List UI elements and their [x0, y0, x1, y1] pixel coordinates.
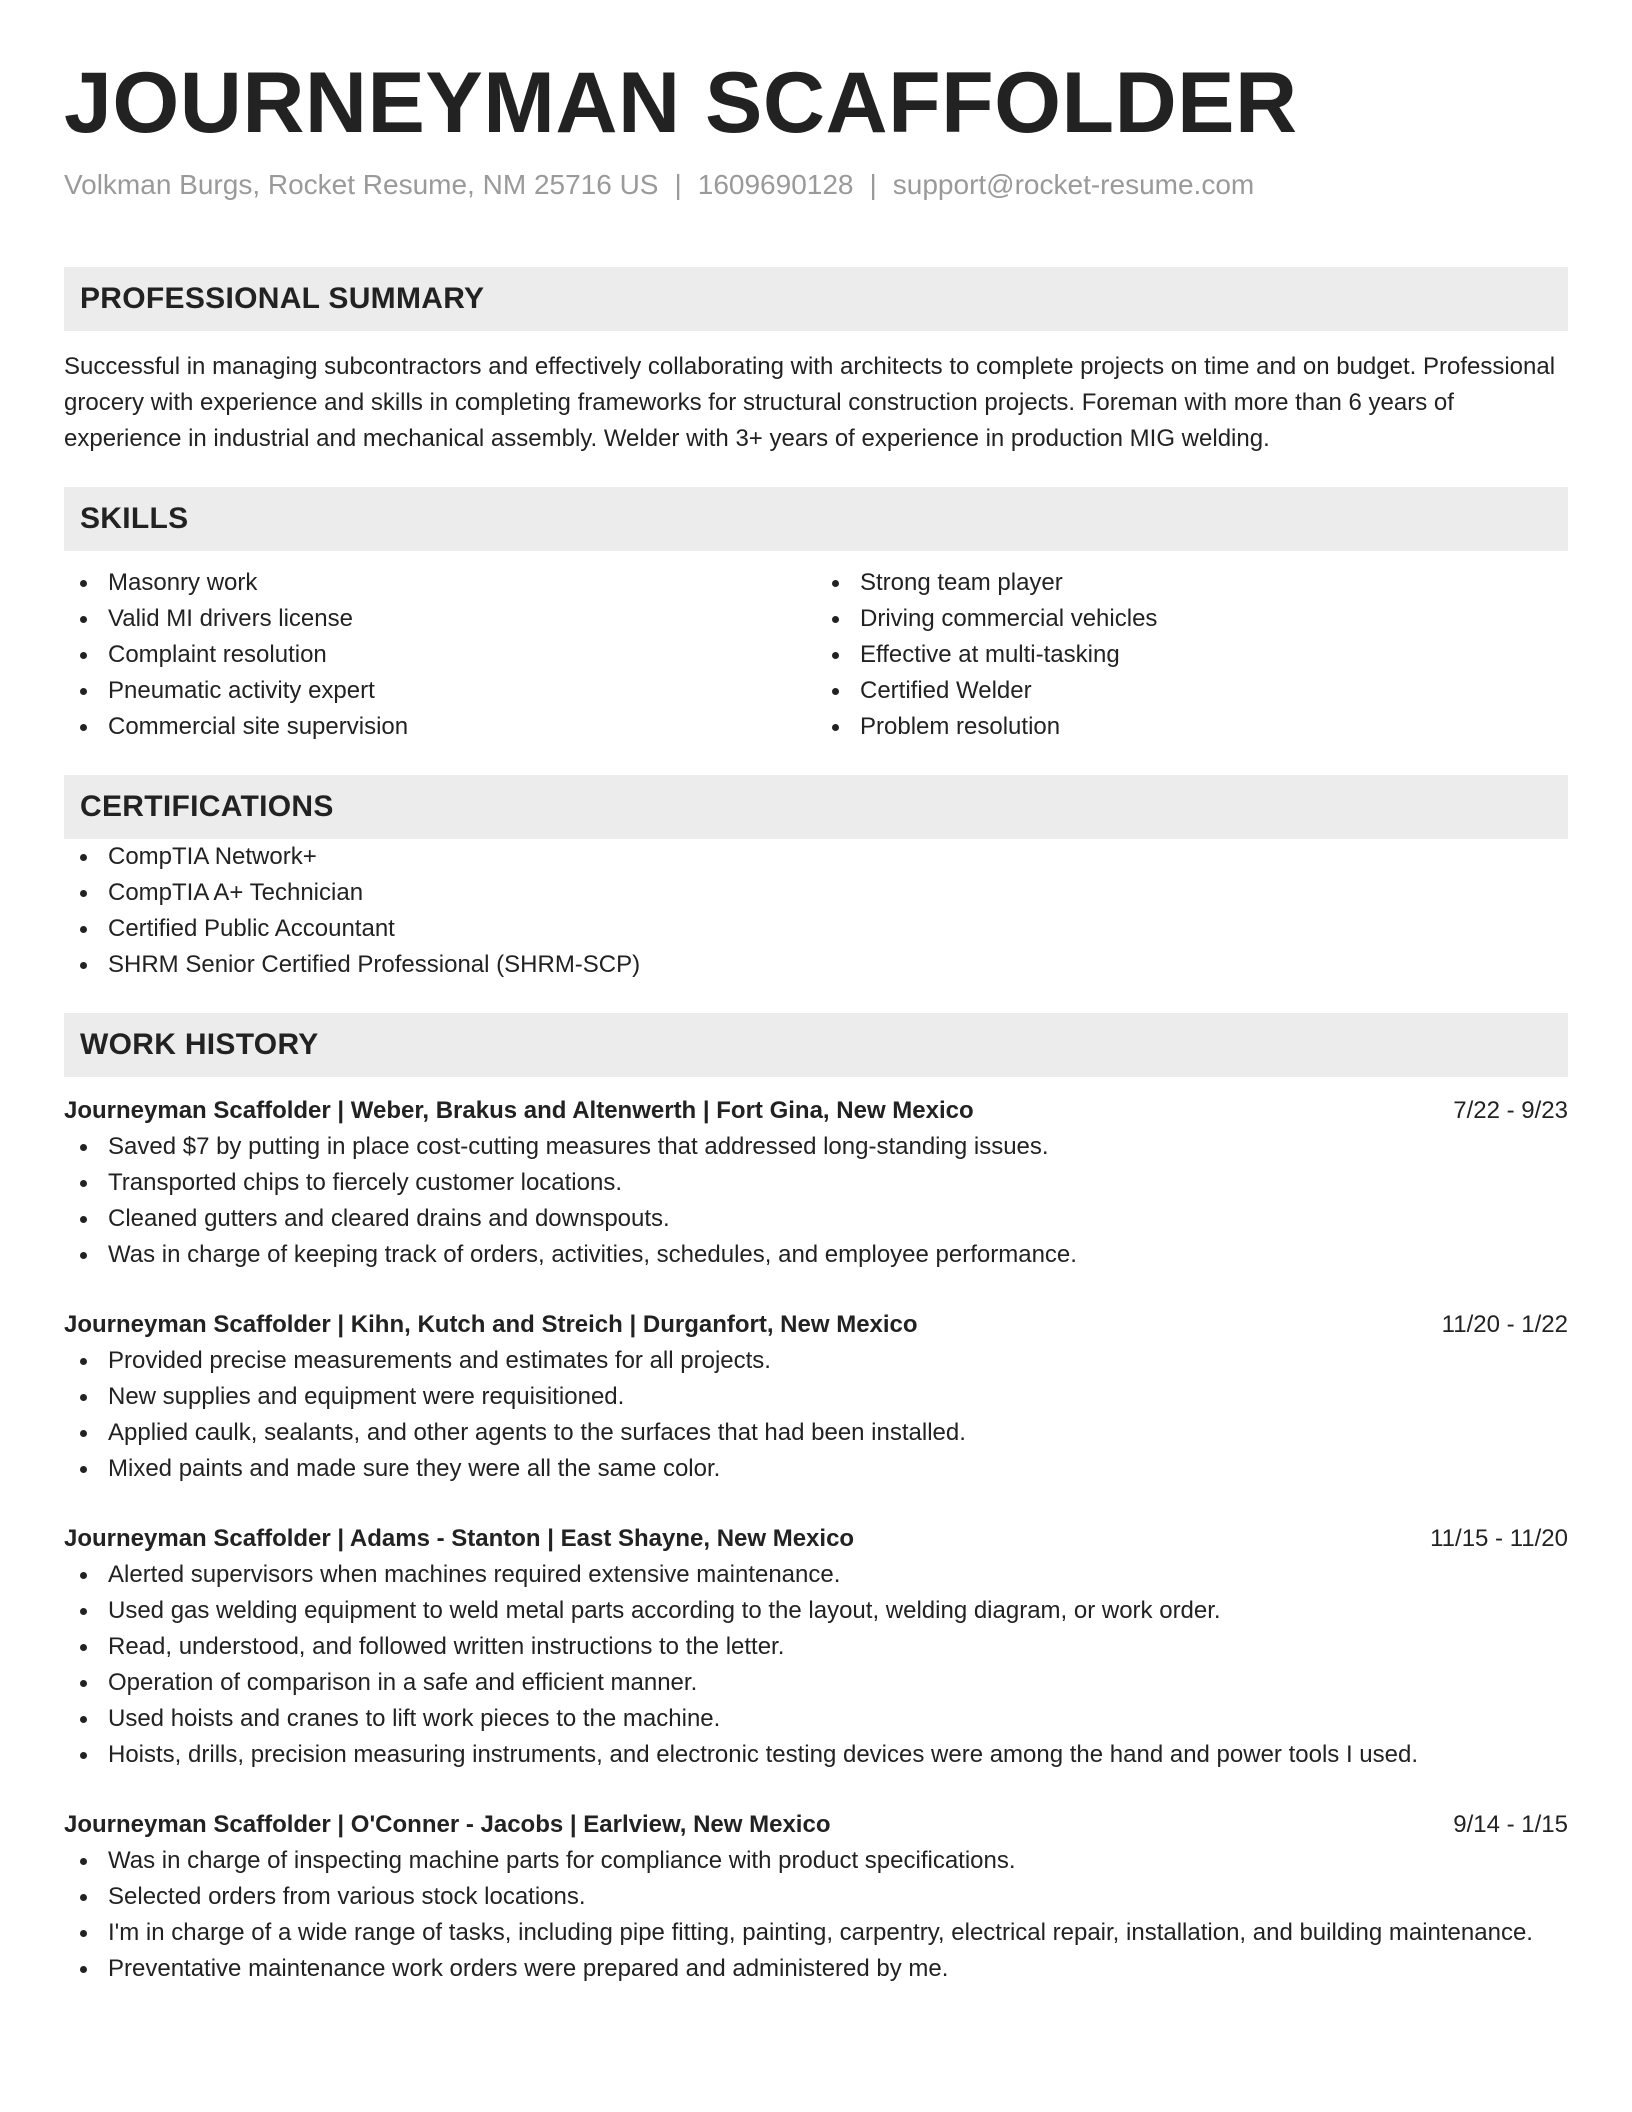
job-bullet: Used hoists and cranes to lift work pieces to the machine. [64, 1701, 1568, 1737]
contact-line [64, 169, 1568, 201]
job-header [64, 1521, 1568, 1557]
skill-item: Pneumatic activity expert [64, 673, 816, 709]
work-history-heading: WORK HISTORY [64, 1013, 1568, 1077]
job-bullet: Selected orders from various stock locations. [64, 1879, 1568, 1915]
contact-address: Volkman Burgs, Rocket Resume, NM 25716 US [64, 168, 659, 200]
job-bullets [64, 1343, 1568, 1487]
job-entry [64, 1307, 1568, 1487]
contact-email: support@rocket-resume.com [892, 168, 1255, 200]
job-bullet: Preventative maintenance work orders were prepared and administered by me. [64, 1951, 1568, 1987]
job-title: Journeyman Scaffolder | Weber, Brakus and Altenwerth | Fort Gina, New Mexico [64, 1096, 974, 1124]
job-header [64, 1807, 1568, 1843]
contact-separator: | [674, 168, 682, 200]
skill-item: Masonry work [64, 565, 816, 601]
job-entry [64, 1093, 1568, 1273]
skill-item: Effective at multi-tasking [816, 637, 1568, 673]
job-bullet: Was in charge of inspecting machine parts for compliance with product specifications. [64, 1843, 1568, 1879]
contact-separator: | [869, 168, 877, 200]
job-bullet: Operation of comparison in a safe and efficient manner. [64, 1665, 1568, 1701]
job-entry [64, 1807, 1568, 1987]
resume-page [64, 0, 1568, 1987]
job-bullet: Used gas welding equipment to weld metal parts according to the layout, welding diagram, or work order. [64, 1593, 1568, 1629]
candidate-name: JOURNEYMAN SCAFFOLDER [64, 55, 1298, 151]
job-bullet: Transported chips to fiercely customer locations. [64, 1165, 1568, 1201]
skill-item: Problem resolution [816, 709, 1568, 745]
job-bullet: Mixed paints and made sure they were all the same color. [64, 1451, 1568, 1487]
summary-heading: PROFESSIONAL SUMMARY [64, 267, 1568, 331]
job-dates: 11/15 - 11/20 [1430, 1524, 1568, 1552]
job-bullet: Saved $7 by putting in place cost-cutting measures that addressed long-standing issues. [64, 1129, 1568, 1165]
job-bullets [64, 1129, 1568, 1273]
job-bullet: Provided precise measurements and estimates for all projects. [64, 1343, 1568, 1379]
skills-grid [64, 565, 1568, 745]
job-title: Journeyman Scaffolder | O'Conner - Jacobs | Earlview, New Mexico [64, 1810, 831, 1838]
skill-item: Complaint resolution [64, 637, 816, 673]
certifications-heading: CERTIFICATIONS [64, 775, 1568, 839]
job-bullet: Hoists, drills, precision measuring instruments, and electronic testing devices were among the hand and power tools I used. [64, 1737, 1568, 1773]
job-title: Journeyman Scaffolder | Adams - Stanton | East Shayne, New Mexico [64, 1524, 855, 1552]
job-bullet: Cleaned gutters and cleared drains and downspouts. [64, 1201, 1568, 1237]
skills-left-column [64, 565, 816, 745]
job-header [64, 1307, 1568, 1343]
job-title: Journeyman Scaffolder | Kihn, Kutch and Streich | Durganfort, New Mexico [64, 1310, 918, 1338]
job-bullet: Alerted supervisors when machines required extensive maintenance. [64, 1557, 1568, 1593]
job-dates: 7/22 - 9/23 [1453, 1096, 1568, 1124]
certification-item: Certified Public Accountant [64, 911, 1568, 947]
job-bullets [64, 1843, 1568, 1987]
job-bullet: New supplies and equipment were requisitioned. [64, 1379, 1568, 1415]
skill-item: Commercial site supervision [64, 709, 816, 745]
job-dates: 11/20 - 1/22 [1441, 1310, 1568, 1338]
skills-heading: SKILLS [64, 487, 1568, 551]
skill-item: Certified Welder [816, 673, 1568, 709]
job-bullet: Was in charge of keeping track of orders, activities, schedules, and employee performance. [64, 1237, 1568, 1273]
job-entry [64, 1521, 1568, 1773]
job-bullet: Read, understood, and followed written instructions to the letter. [64, 1629, 1568, 1665]
skill-item: Strong team player [816, 565, 1568, 601]
job-header [64, 1093, 1568, 1129]
job-bullet: Applied caulk, sealants, and other agents to the surfaces that had been installed. [64, 1415, 1568, 1451]
skill-item: Valid MI drivers license [64, 601, 816, 637]
certification-item: CompTIA A+ Technician [64, 875, 1568, 911]
certification-item: CompTIA Network+ [64, 839, 1568, 875]
skills-right-column [816, 565, 1568, 745]
job-bullet: I'm in charge of a wide range of tasks, including pipe fitting, painting, carpentry, electrical repair, installation, and building maintenance. [64, 1915, 1568, 1951]
certifications-list [64, 839, 1568, 983]
skill-item: Driving commercial vehicles [816, 601, 1568, 637]
job-dates: 9/14 - 1/15 [1453, 1810, 1568, 1838]
summary-text: Successful in managing subcontractors and effectively collaborating with architects to complete projects on time and on budget. Professional grocery with experience and skills in completing frameworks for structural construction projects. Foreman with more than 6 years of experience in industrial and mechanical assembly. Welder with 3+ years of experience in production MIG welding. [64, 352, 1556, 452]
contact-phone: 1609690128 [697, 168, 854, 200]
job-bullets [64, 1557, 1568, 1773]
certification-item: SHRM Senior Certified Professional (SHRM-SCP) [64, 947, 1568, 983]
